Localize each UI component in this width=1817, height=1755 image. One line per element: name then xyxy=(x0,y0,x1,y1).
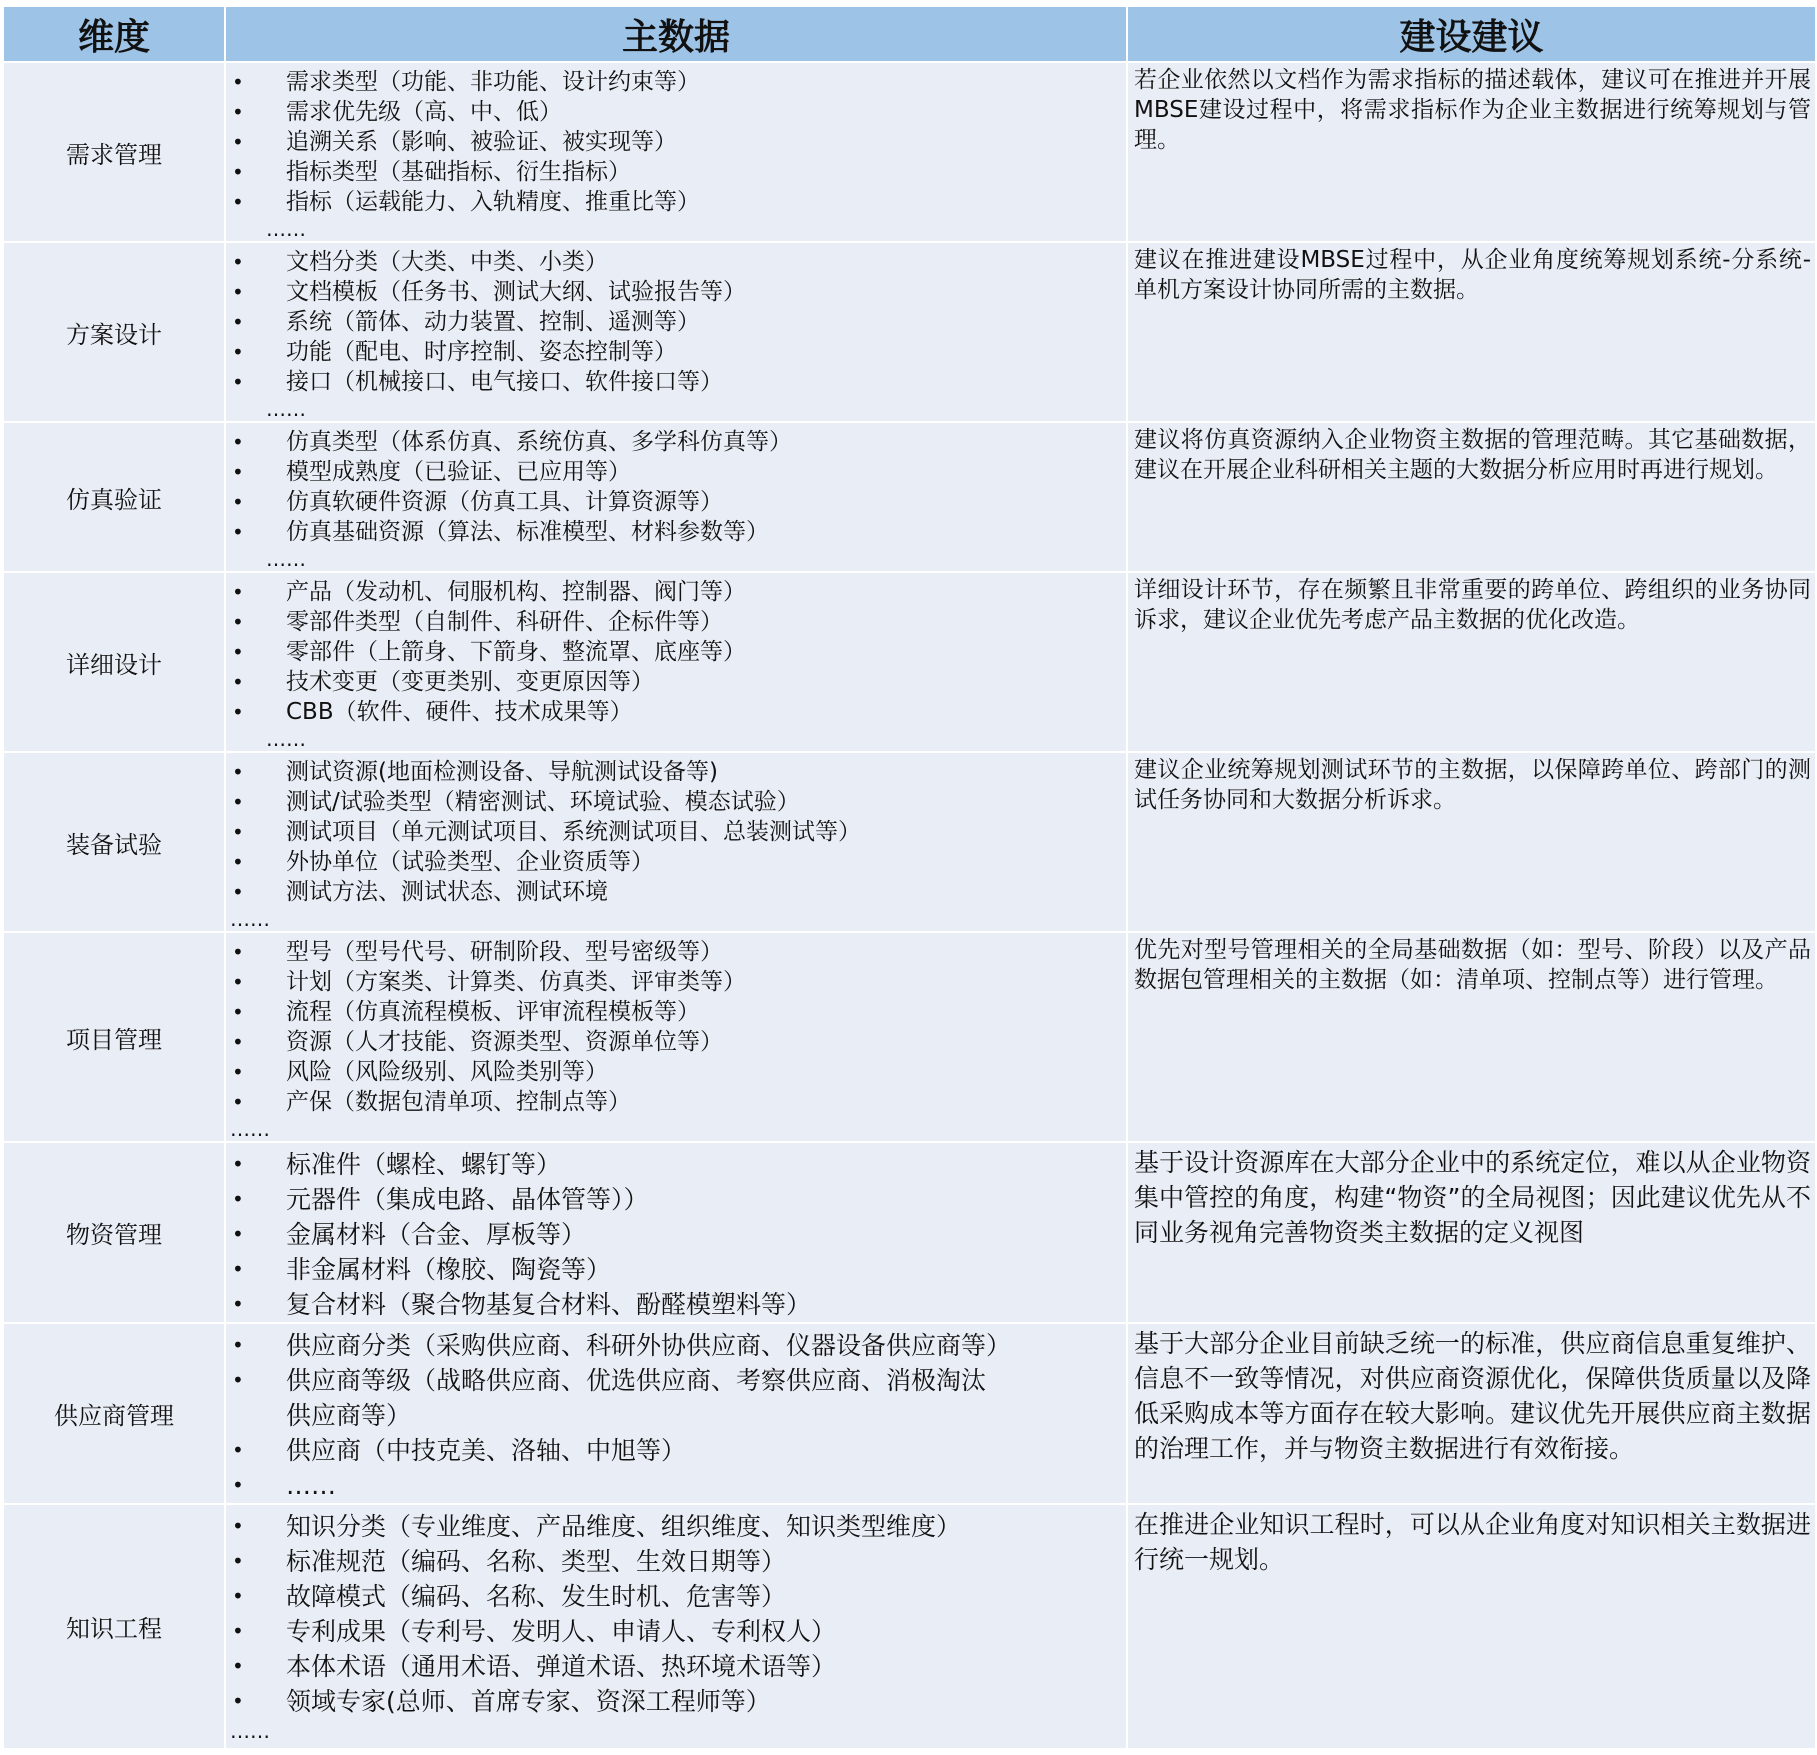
dimension-cell: 方案设计 xyxy=(3,242,225,422)
suggestion-cell xyxy=(1127,1504,1816,1749)
list-item: • 系统（箭体、动力装置、控制、遥测等） xyxy=(226,307,1126,337)
table-row xyxy=(3,572,1816,752)
more-ellipsis: …… xyxy=(266,217,306,241)
master-data-table xyxy=(2,5,1817,1750)
dimension-cell: 物资管理 xyxy=(3,1142,225,1323)
list-item: • 型号（型号代号、研制阶段、型号密级等） xyxy=(226,937,1126,967)
master-data-cell xyxy=(225,572,1127,752)
master-data-cell xyxy=(225,1142,1127,1323)
list-item: • 资源（人才技能、资源类型、资源单位等） xyxy=(226,1027,1126,1057)
master-data-list xyxy=(226,1143,1126,1322)
suggestion-text: 在推进企业知识工程时，可以从企业角度对知识相关主数据进行统一规划。 xyxy=(1134,1510,1811,1574)
master-data-list xyxy=(226,63,1126,217)
list-item: • 接口（机械接口、电气接口、软件接口等） xyxy=(226,367,1126,397)
table-row xyxy=(3,932,1816,1142)
list-item: • 产保（数据包清单项、控制点等） xyxy=(226,1087,1126,1117)
list-item: • …… xyxy=(226,1468,1126,1503)
list-item: • 仿真软硬件资源（仿真工具、计算资源等） xyxy=(226,487,1126,517)
dimension-cell: 供应商管理 xyxy=(3,1323,225,1504)
dimension-cell: 项目管理 xyxy=(3,932,225,1142)
table-row xyxy=(3,242,1816,422)
suggestion-cell xyxy=(1127,242,1816,422)
suggestion-cell xyxy=(1127,1142,1816,1323)
master-data-list xyxy=(226,1324,1126,1503)
table-row xyxy=(3,1323,1816,1504)
list-item: • 复合材料（聚合物基复合材料、酚醛模塑料等） xyxy=(226,1287,1126,1322)
list-item: • 指标（运载能力、入轨精度、推重比等） xyxy=(226,187,1126,217)
list-item: • 标准件（螺栓、螺钉等） xyxy=(226,1147,1126,1182)
more-ellipsis: …… xyxy=(266,547,306,571)
dimension-cell: 需求管理 xyxy=(3,62,225,242)
master-data-list xyxy=(226,933,1126,1117)
list-item: • 零部件（上箭身、下箭身、整流罩、底座等） xyxy=(226,637,1126,667)
list-item: • 供应商（中技克美、洛轴、中旭等） xyxy=(226,1433,1126,1468)
table-row xyxy=(3,1504,1816,1749)
list-item: • 需求优先级（高、中、低） xyxy=(226,97,1126,127)
list-item: 供应商等） xyxy=(286,1401,412,1430)
list-item: • 风险（风险级别、风险类别等） xyxy=(226,1057,1126,1087)
table-row xyxy=(3,1142,1816,1323)
list-item: • 测试/试验类型（精密测试、环境试验、模态试验） xyxy=(226,787,1126,817)
dimension-cell: 知识工程 xyxy=(3,1504,225,1749)
list-item: • 故障模式（编码、名称、发生时机、危害等） xyxy=(226,1579,1126,1614)
table-row xyxy=(3,62,1816,242)
list-item: • 标准规范（编码、名称、类型、生效日期等） xyxy=(226,1544,1126,1579)
more-ellipsis: …… xyxy=(230,1719,270,1743)
table-row xyxy=(3,752,1816,932)
master-data-list xyxy=(226,753,1126,907)
suggestion-text: 若企业依然以文档作为需求指标的描述载体，建议可在推进并开展MBSE建设过程中，将需求指标作为企业主数据进行统筹规划与管理。 xyxy=(1134,67,1811,153)
suggestion-cell xyxy=(1127,1323,1816,1504)
more-ellipsis: …… xyxy=(230,907,270,931)
dimension-cell: 仿真验证 xyxy=(3,422,225,572)
list-item: • CBB（软件、硬件、技术成果等） xyxy=(226,697,1126,727)
list-item: • 供应商分类（采购供应商、科研外协供应商、仪器设备供应商等） xyxy=(226,1328,1126,1363)
suggestion-cell xyxy=(1127,62,1816,242)
list-item: • 外协单位（试验类型、企业资质等） xyxy=(226,847,1126,877)
list-item: • 知识分类（专业维度、产品维度、组织维度、知识类型维度） xyxy=(226,1509,1126,1544)
list-item: • 指标类型（基础指标、衍生指标） xyxy=(226,157,1126,187)
list-item: • 文档模板（任务书、测试大纲、试验报告等） xyxy=(226,277,1126,307)
suggestion-text: 建议将仿真资源纳入企业物资主数据的管理范畴。其它基础数据，建议在开展企业科研相关主题的大数据分析应用时再进行规划。 xyxy=(1134,427,1811,483)
list-item: • 技术变更（变更类别、变更原因等） xyxy=(226,667,1126,697)
master-data-cell xyxy=(225,752,1127,932)
list-item: • 非金属材料（橡胶、陶瓷等） xyxy=(226,1252,1126,1287)
list-item: • 领域专家(总师、首席专家、资深工程师等） xyxy=(226,1684,1126,1719)
suggestion-cell xyxy=(1127,932,1816,1142)
more-ellipsis: …… xyxy=(266,397,306,421)
master-data-cell xyxy=(225,242,1127,422)
header-dimension: 维度 xyxy=(3,6,225,62)
list-item: • 专利成果（专利号、发明人、申请人、专利权人） xyxy=(226,1614,1126,1649)
list-item: • 元器件（集成电路、晶体管等）） xyxy=(226,1182,1126,1217)
list-item: • 产品（发动机、伺服机构、控制器、阀门等） xyxy=(226,577,1126,607)
table-row xyxy=(3,422,1816,572)
list-item: • 测试方法、测试状态、测试环境 xyxy=(226,877,1126,907)
dimension-cell: 详细设计 xyxy=(3,572,225,752)
dimension-cell: 装备试验 xyxy=(3,752,225,932)
more-ellipsis: …… xyxy=(230,1117,270,1141)
suggestion-text: 优先对型号管理相关的全局基础数据（如：型号、阶段）以及产品数据包管理相关的主数据（如：清单项、控制点等）进行管理。 xyxy=(1134,937,1811,993)
master-data-list xyxy=(226,1505,1126,1719)
list-item: • 流程（仿真流程模板、评审流程模板等） xyxy=(226,997,1126,1027)
list-item: • 金属材料（合金、厚板等） xyxy=(226,1217,1126,1252)
list-item: • 需求类型（功能、非功能、设计约束等） xyxy=(226,67,1126,97)
list-item: • 供应商等级（战略供应商、优选供应商、考察供应商、消极淘汰 xyxy=(226,1363,1126,1398)
list-item: • 模型成熟度（已验证、已应用等） xyxy=(226,457,1126,487)
suggestion-text: 建议在推进建设MBSE过程中，从企业角度统筹规划系统-分系统-单机方案设计协同所需的主数据。 xyxy=(1134,247,1811,303)
list-item: • 追溯关系（影响、被验证、被实现等） xyxy=(226,127,1126,157)
more-ellipsis: …… xyxy=(266,727,306,751)
suggestion-cell xyxy=(1127,422,1816,572)
master-data-cell xyxy=(225,1323,1127,1504)
suggestion-cell xyxy=(1127,752,1816,932)
suggestion-text: 详细设计环节，存在频繁且非常重要的跨单位、跨组织的业务协同诉求，建议企业优先考虑产品主数据的优化改造。 xyxy=(1134,577,1811,633)
list-item: • 功能（配电、时序控制、姿态控制等） xyxy=(226,337,1126,367)
suggestion-text: 基于设计资源库在大部分企业中的系统定位，难以从企业物资集中管控的角度，构建“物资”的全局视图；因此建议优先从不同业务视角完善物资类主数据的定义视图 xyxy=(1134,1148,1811,1247)
list-item: • 零部件类型（自制件、科研件、企标件等） xyxy=(226,607,1126,637)
list-item: • 测试资源(地面检测设备、导航测试设备等) xyxy=(226,757,1126,787)
list-item: • 仿真类型（体系仿真、系统仿真、多学科仿真等） xyxy=(226,427,1126,457)
master-data-list xyxy=(226,423,1126,547)
list-item: • 仿真基础资源（算法、标准模型、材料参数等） xyxy=(226,517,1126,547)
suggestion-text: 基于大部分企业目前缺乏统一的标准，供应商信息重复维护、信息不一致等情况，对供应商资源优化，保障供货质量以及降低采购成本等方面存在较大影响。建议优先开展供应商主数据的治理工作，并与物资主数据进行有效衔接。 xyxy=(1134,1329,1811,1463)
master-data-list xyxy=(226,573,1126,727)
master-data-list xyxy=(226,243,1126,397)
header-suggestion: 建设建议 xyxy=(1127,6,1816,62)
list-item: • 测试项目（单元测试项目、系统测试项目、总装测试等） xyxy=(226,817,1126,847)
master-data-cell xyxy=(225,932,1127,1142)
list-item: • 计划（方案类、计算类、仿真类、评审类等） xyxy=(226,967,1126,997)
master-data-cell xyxy=(225,62,1127,242)
master-data-cell xyxy=(225,422,1127,572)
header-row xyxy=(3,6,1816,62)
suggestion-text: 建议企业统筹规划测试环节的主数据，以保障跨单位、跨部门的测试任务协同和大数据分析诉求。 xyxy=(1134,757,1811,813)
list-item: • 文档分类（大类、中类、小类） xyxy=(226,247,1126,277)
list-item: • 本体术语（通用术语、弹道术语、热环境术语等） xyxy=(226,1649,1126,1684)
suggestion-cell xyxy=(1127,572,1816,752)
header-master-data: 主数据 xyxy=(225,6,1127,62)
master-data-cell xyxy=(225,1504,1127,1749)
